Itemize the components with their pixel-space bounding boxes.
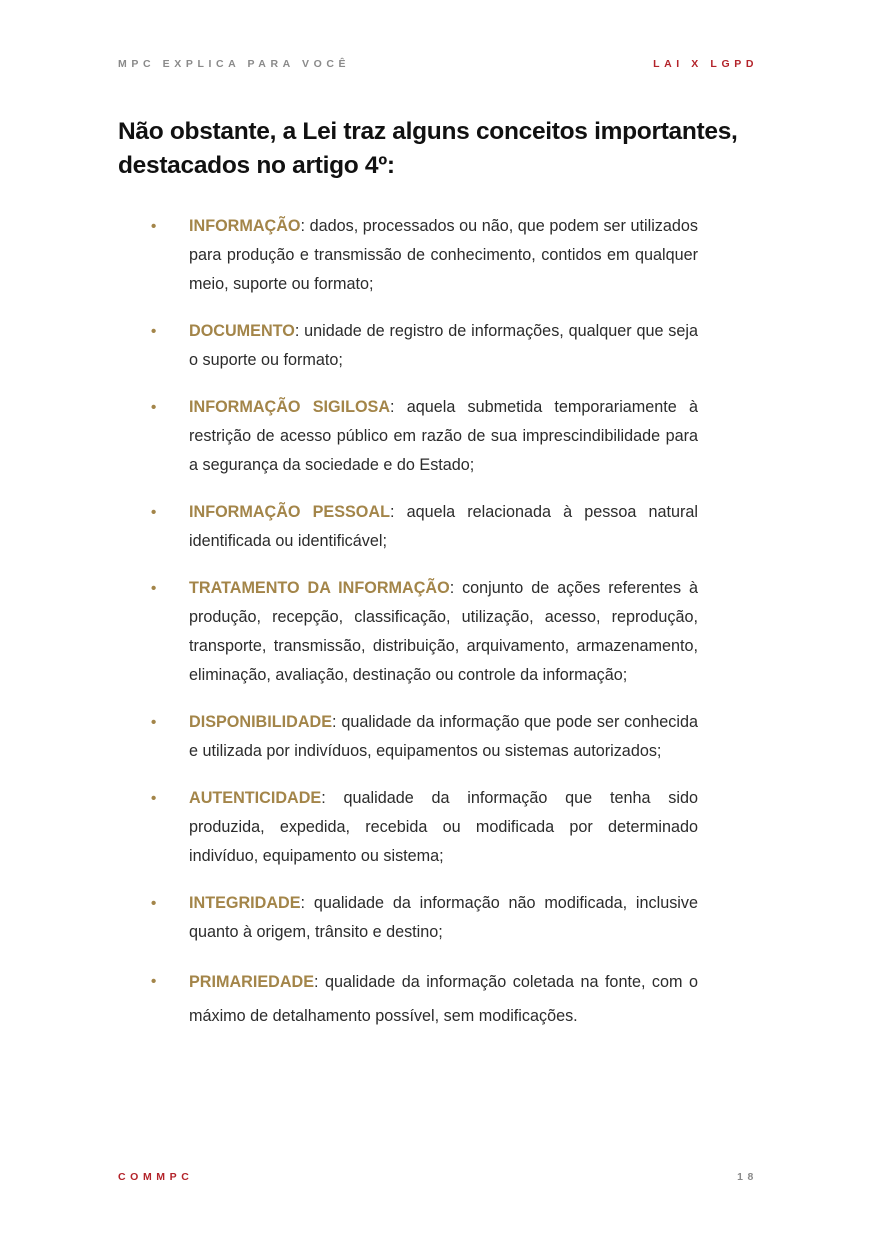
- concept-term: INTEGRIDADE: [189, 894, 301, 912]
- bullet-icon: •: [151, 218, 157, 235]
- list-item: [150, 784, 698, 871]
- running-footer-left: COMMPC: [118, 1171, 194, 1183]
- concept-definition: : unidade de registro de informações, qualquer que seja o suporte ou formato;: [189, 322, 698, 369]
- bullet-icon: •: [151, 323, 157, 340]
- concept-term: AUTENTICIDADE: [189, 789, 322, 807]
- page-title: Não obstante, a Lei traz alguns conceitos importantes, destacados no artigo 4º:: [118, 118, 738, 179]
- list-item: [150, 708, 698, 766]
- concept-definition: : dados, processados ou não, que podem ser utilizados para produção e transmissão de conhecimento, contidos em qualquer meio, suporte ou formato;: [189, 217, 698, 293]
- bullet-icon: •: [151, 973, 157, 990]
- concept-term: DISPONIBILIDADE: [189, 713, 333, 731]
- list-item: [150, 965, 698, 1033]
- bullet-icon: •: [151, 714, 157, 731]
- concept-definition: : qualidade da informação que tenha sido produzida, expedida, recebida ou modificada por determinado indivíduo, equipamento ou sistema;: [189, 789, 698, 865]
- concept-definition: : conjunto de ações referentes à produção, recepção, classificação, utilização, acesso, reprodução, transporte, transmissão, distribuição, arquivamento, armazenamento, eliminação, avaliação, destinação ou controle da informação;: [189, 579, 698, 684]
- running-header-right: LAI X LGPD: [653, 58, 758, 70]
- list-item: [150, 317, 698, 375]
- bullet-icon: •: [151, 504, 157, 521]
- concept-term: INFORMAÇÃO: [189, 217, 301, 235]
- bullet-icon: •: [151, 895, 157, 912]
- list-item: [150, 212, 698, 299]
- list-item: [150, 574, 698, 690]
- concept-definition: : qualidade da informação coletada na fonte, com o máximo de detalhamento possível, sem modificações.: [189, 973, 698, 1025]
- bullet-icon: •: [151, 580, 157, 597]
- concept-definition: : aquela relacionada à pessoa natural identificada ou identificável;: [189, 503, 698, 550]
- concept-term: TRATAMENTO DA INFORMAÇÃO: [189, 579, 450, 597]
- list-item: [150, 393, 698, 480]
- concept-definition: : qualidade da informação que pode ser conhecida e utilizada por indivíduos, equipamentos ou sistemas autorizados;: [189, 713, 698, 760]
- concept-term: INFORMAÇÃO SIGILOSA: [189, 398, 391, 416]
- page-number: 18: [737, 1171, 758, 1183]
- bullet-icon: •: [151, 399, 157, 416]
- concept-term: DOCUMENTO: [189, 322, 295, 340]
- concept-definition: : qualidade da informação não modificada, inclusive quanto à origem, trânsito e destino;: [189, 894, 698, 941]
- concept-term: PRIMARIEDADE: [189, 973, 315, 991]
- concept-definition: : aquela submetida temporariamente à restrição de acesso público em razão de sua imprescindibilidade para a segurança da sociedade e do Estado;: [189, 398, 698, 474]
- list-item: [150, 889, 698, 947]
- bullet-icon: •: [151, 790, 157, 807]
- running-header-left: MPC EXPLICA PARA VOCÊ: [118, 58, 351, 70]
- concept-term: INFORMAÇÃO PESSOAL: [189, 503, 390, 521]
- concept-list: [150, 212, 698, 1033]
- list-item: [150, 498, 698, 556]
